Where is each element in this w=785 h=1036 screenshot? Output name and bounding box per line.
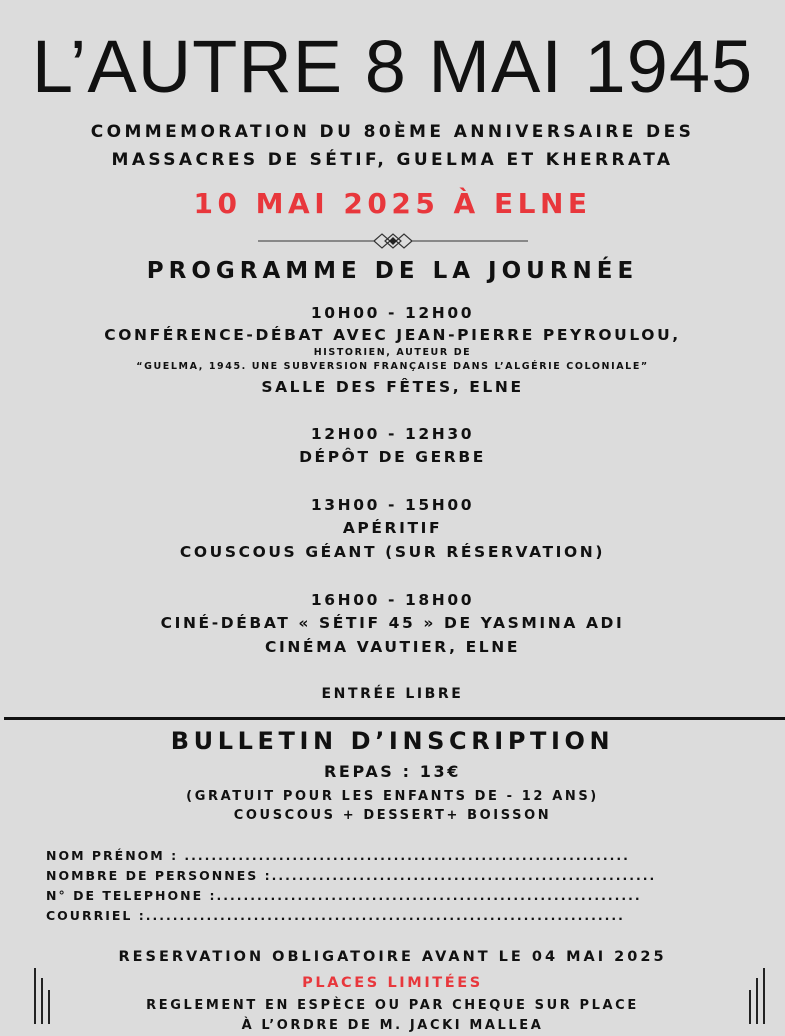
slot3-line2: COUSCOUS GÉANT (SUR RÉSERVATION) — [179, 543, 606, 561]
slot3-line1: APÉRITIF — [342, 519, 443, 537]
slot3-time: 13H00 - 15H00 — [310, 496, 475, 514]
free-entry: ENTRÉE LIBRE — [321, 686, 464, 702]
email-field[interactable]: COURRIEL :....................................................................... — [46, 908, 625, 923]
slot4-line1: CINÉ-DÉBAT « SÉTIF 45 » DE YASMINA ADI — [160, 614, 625, 632]
slot1-line1: CONFÉRENCE-DÉBAT AVEC JEAN-PIERRE PEYROULOU, — [104, 326, 681, 344]
programme-heading: PROGRAMME DE LA JOURNÉE — [146, 258, 639, 284]
slot4-time: 16H00 - 18H00 — [310, 591, 475, 609]
meal-price: REPAS : 13€ — [324, 762, 461, 781]
slot1-line3: “GUELMA, 1945. UNE SUBVERSION FRANÇAISE DANS L’ALGÉRIE COLONIALE” — [136, 361, 649, 372]
slot2-time: 12H00 - 12H30 — [310, 425, 475, 443]
slot1-line2: HISTORIEN, AUTEUR DE — [313, 347, 472, 358]
slot1-line4: SALLE DES FÊTES, ELNE — [261, 378, 524, 396]
limited-places: PLACES LIMITÉES — [302, 975, 483, 991]
meal-contents: COUSCOUS + DESSERT+ BOISSON — [233, 808, 552, 823]
decorative-bar — [763, 968, 765, 1024]
ornament-divider — [258, 232, 528, 250]
subtitle-line-1: COMMEMORATION DU 80ÈME ANNIVERSAIRE DES — [90, 122, 695, 142]
slot2-line1: DÉPÔT DE GERBE — [299, 448, 486, 466]
decorative-bar — [749, 990, 751, 1024]
payment-order: À L’ORDRE DE M. JACKI MALLEA — [241, 1018, 544, 1033]
subtitle-line-2: MASSACRES DE SÉTIF, GUELMA ET KHERRATA — [111, 150, 674, 170]
bulletin-heading: BULLETIN D’INSCRIPTION — [170, 727, 615, 755]
page-title: L’AUTRE 8 MAI 1945 — [31, 25, 754, 108]
decorative-bar — [34, 968, 36, 1024]
name-field[interactable]: NOM PRÉNOM : .................................................................. — [46, 848, 630, 863]
decorative-bar — [41, 978, 43, 1024]
children-note: (GRATUIT POUR LES ENFANTS DE - 12 ANS) — [186, 789, 599, 804]
payment-info: REGLEMENT EN ESPÈCE OU PAR CHEQUE SUR PLACE — [146, 998, 639, 1013]
slot1-time: 10H00 - 12H00 — [310, 304, 475, 322]
reservation-deadline: RESERVATION OBLIGATOIRE AVANT LE 04 MAI 2025 — [118, 949, 667, 965]
decorative-bar — [48, 990, 50, 1024]
slot4-line2: CINÉMA VAUTIER, ELNE — [264, 638, 521, 656]
event-date: 10 MAI 2025 À ELNE — [193, 187, 592, 220]
persons-field[interactable]: NOMBRE DE PERSONNES :......................................................... — [46, 868, 657, 883]
decorative-bar — [756, 978, 758, 1024]
section-separator — [4, 717, 785, 720]
phone-field[interactable]: N° DE TELEPHONE :............................................................... — [46, 888, 642, 903]
